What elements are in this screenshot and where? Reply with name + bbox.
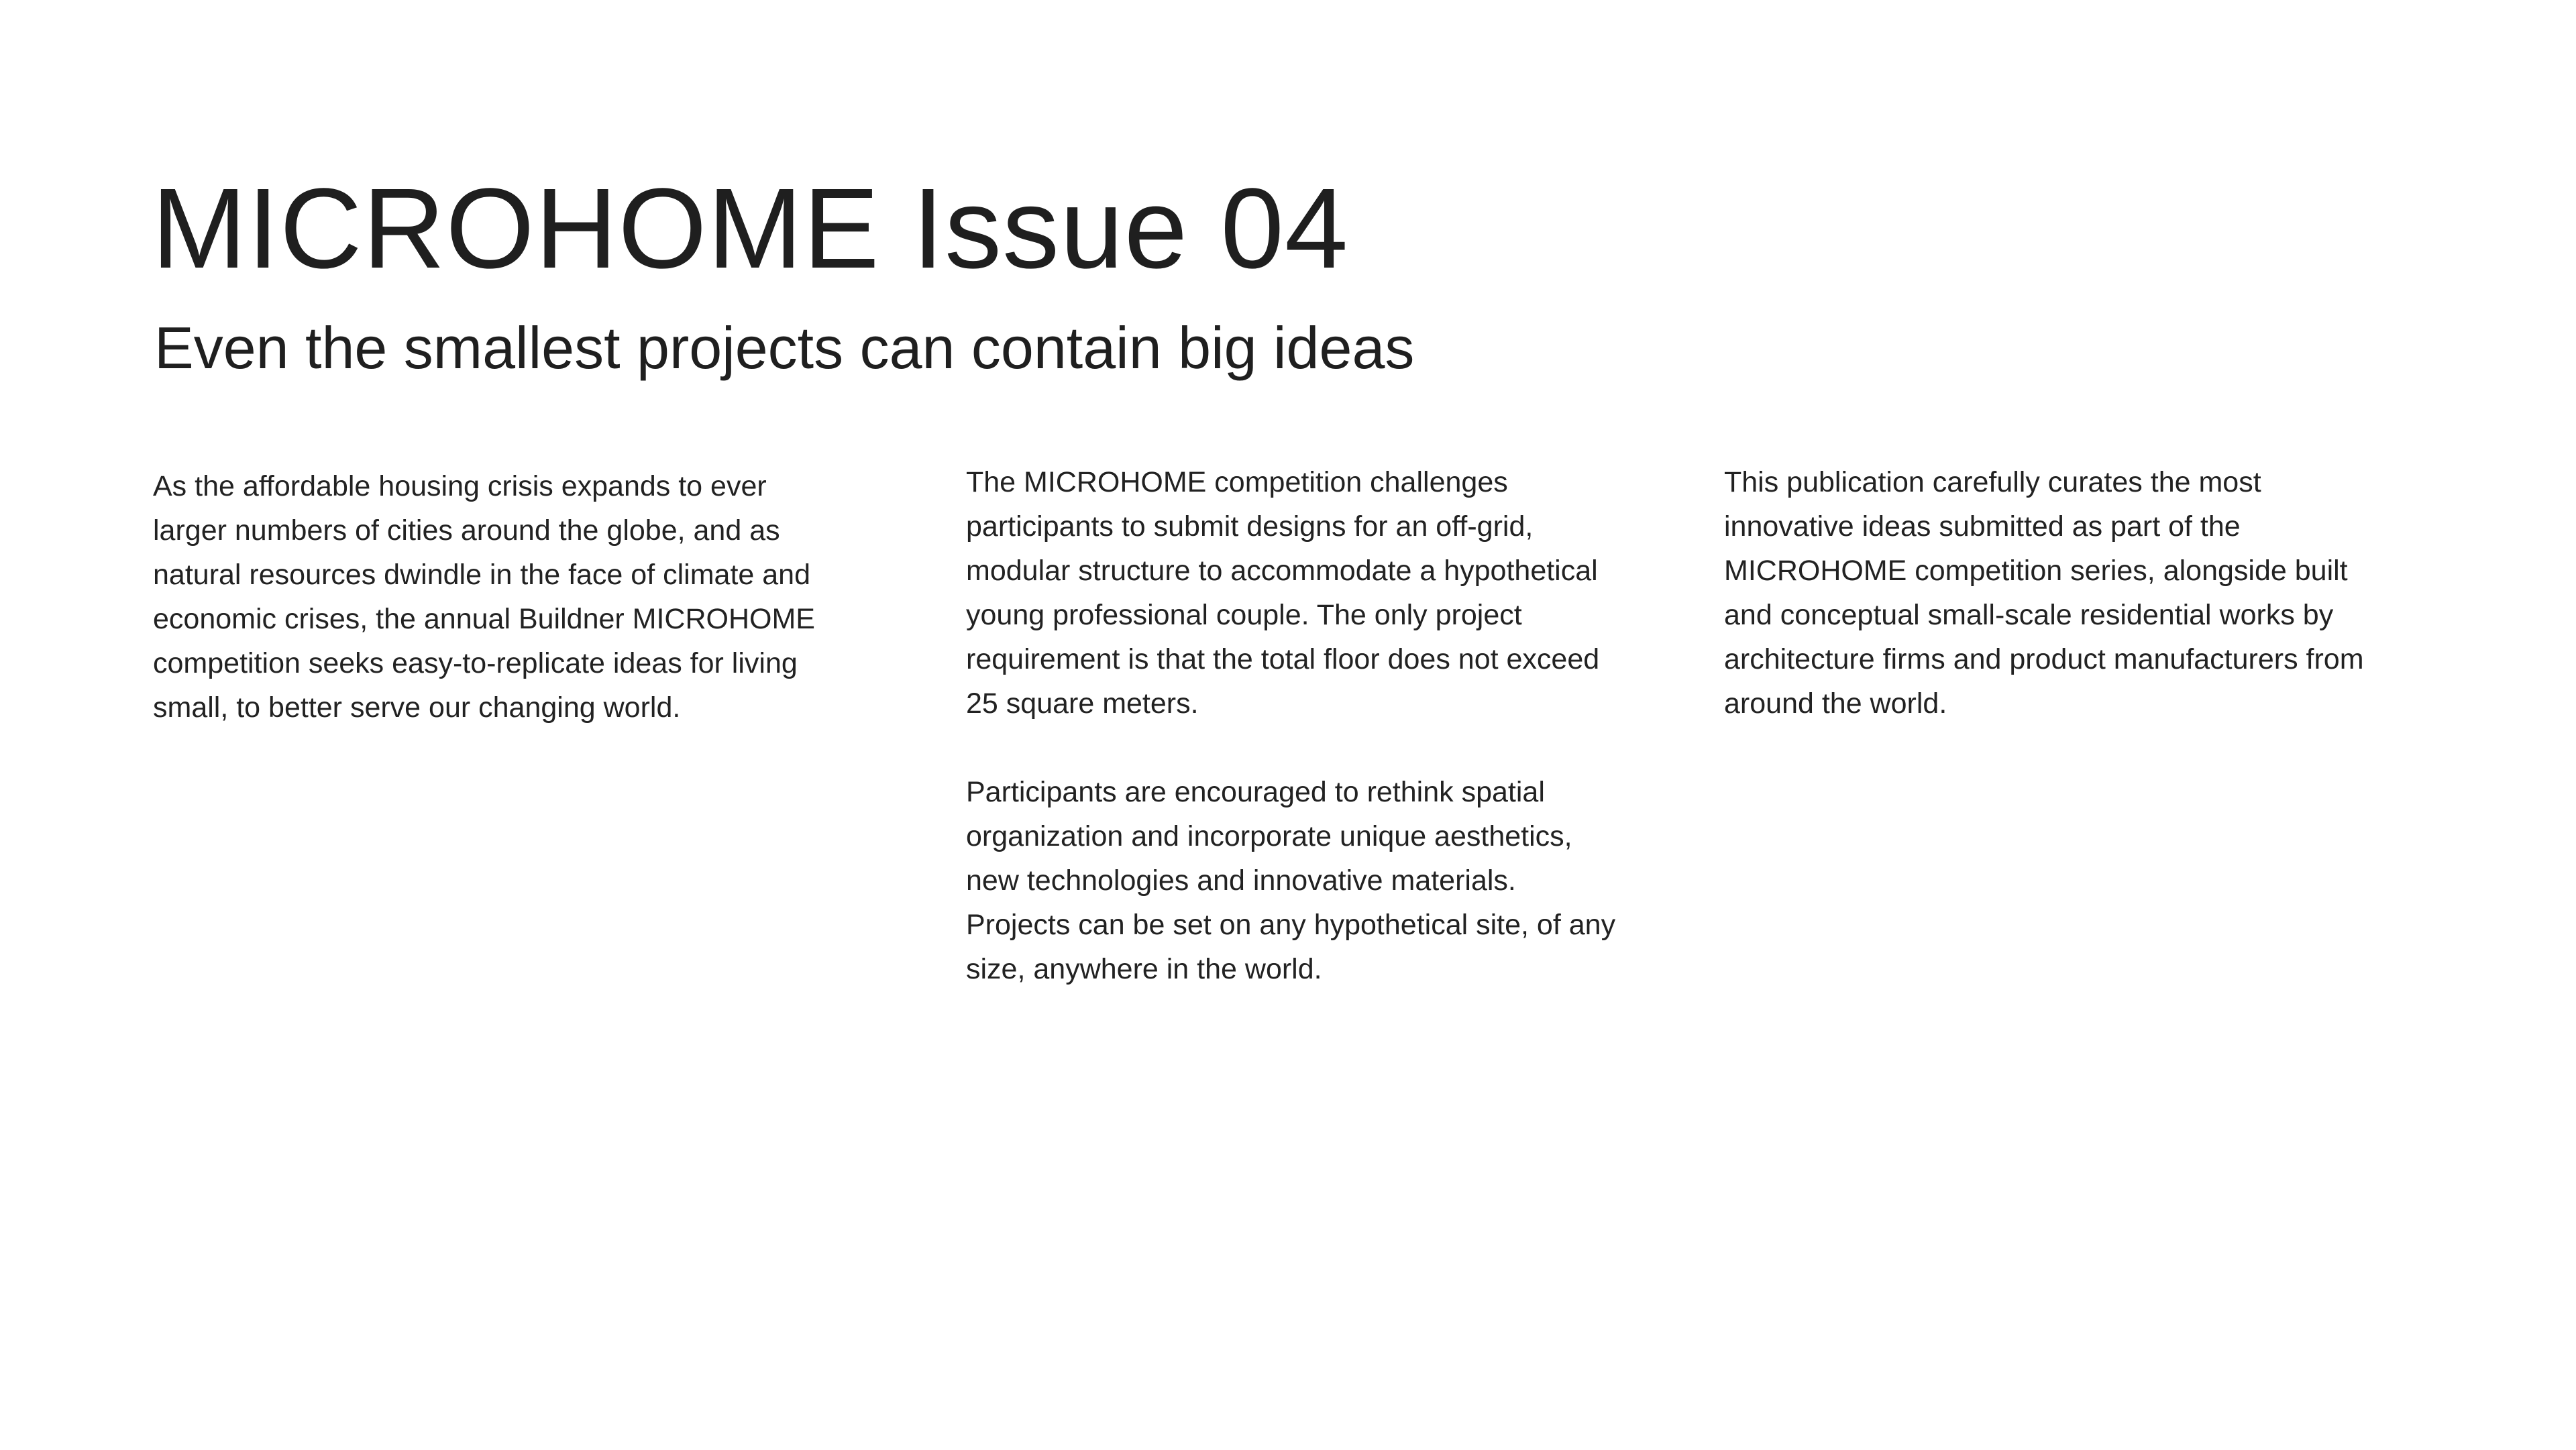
text-line: economic crises, the annual Buildner MICROHOME: [153, 603, 815, 635]
text-line: participants to submit designs for an off-grid,: [966, 510, 1534, 543]
publication-paragraph: [1724, 460, 2422, 726]
text-line: Projects can be set on any hypothetical site, of any: [966, 909, 1616, 941]
text-line: competition seeks easy-to-replicate ideas for living: [153, 647, 798, 679]
intro-column: [153, 464, 851, 730]
competition-paragraph: [966, 460, 1637, 726]
text-line: The MICROHOME competition challenges: [966, 466, 1508, 498]
text-line: Participants are encouraged to rethink spatial: [966, 776, 1545, 808]
page-title: MICROHOME Issue 04: [152, 165, 1349, 292]
text-line: organization and incorporate unique aesthetics,: [966, 820, 1572, 852]
text-line: size, anywhere in the world.: [966, 953, 1322, 985]
text-line: requirement is that the total floor does not exceed: [966, 643, 1600, 675]
text-line: modular structure to accommodate a hypothetical: [966, 555, 1598, 587]
text-line: small, to better serve our changing world.: [153, 691, 681, 724]
text-line: MICROHOME competition series, alongside built: [1724, 555, 2348, 587]
text-line: As the affordable housing crisis expands to ever: [153, 470, 767, 502]
text-line: 25 square meters.: [966, 687, 1199, 720]
publication-column: [1724, 460, 2422, 726]
intro-paragraph: [153, 464, 851, 730]
text-line: natural resources dwindle in the face of climate and: [153, 559, 810, 591]
text-line: This publication carefully curates the most: [1724, 466, 2261, 498]
text-line: new technologies and innovative materials.: [966, 865, 1516, 897]
page-subtitle: Even the smallest projects can contain big ideas: [154, 315, 1415, 381]
text-line: innovative ideas submitted as part of the: [1724, 510, 2241, 543]
text-line: around the world.: [1724, 687, 1947, 720]
participants-paragraph: [966, 770, 1637, 991]
text-line: and conceptual small-scale residential works by: [1724, 599, 2334, 631]
text-line: young professional couple. The only project: [966, 599, 1522, 631]
paragraph-spacer: [966, 726, 1637, 770]
text-line: architecture firms and product manufacturers from: [1724, 643, 2364, 675]
competition-column: [966, 460, 1637, 991]
text-line: larger numbers of cities around the globe, and as: [153, 514, 780, 547]
